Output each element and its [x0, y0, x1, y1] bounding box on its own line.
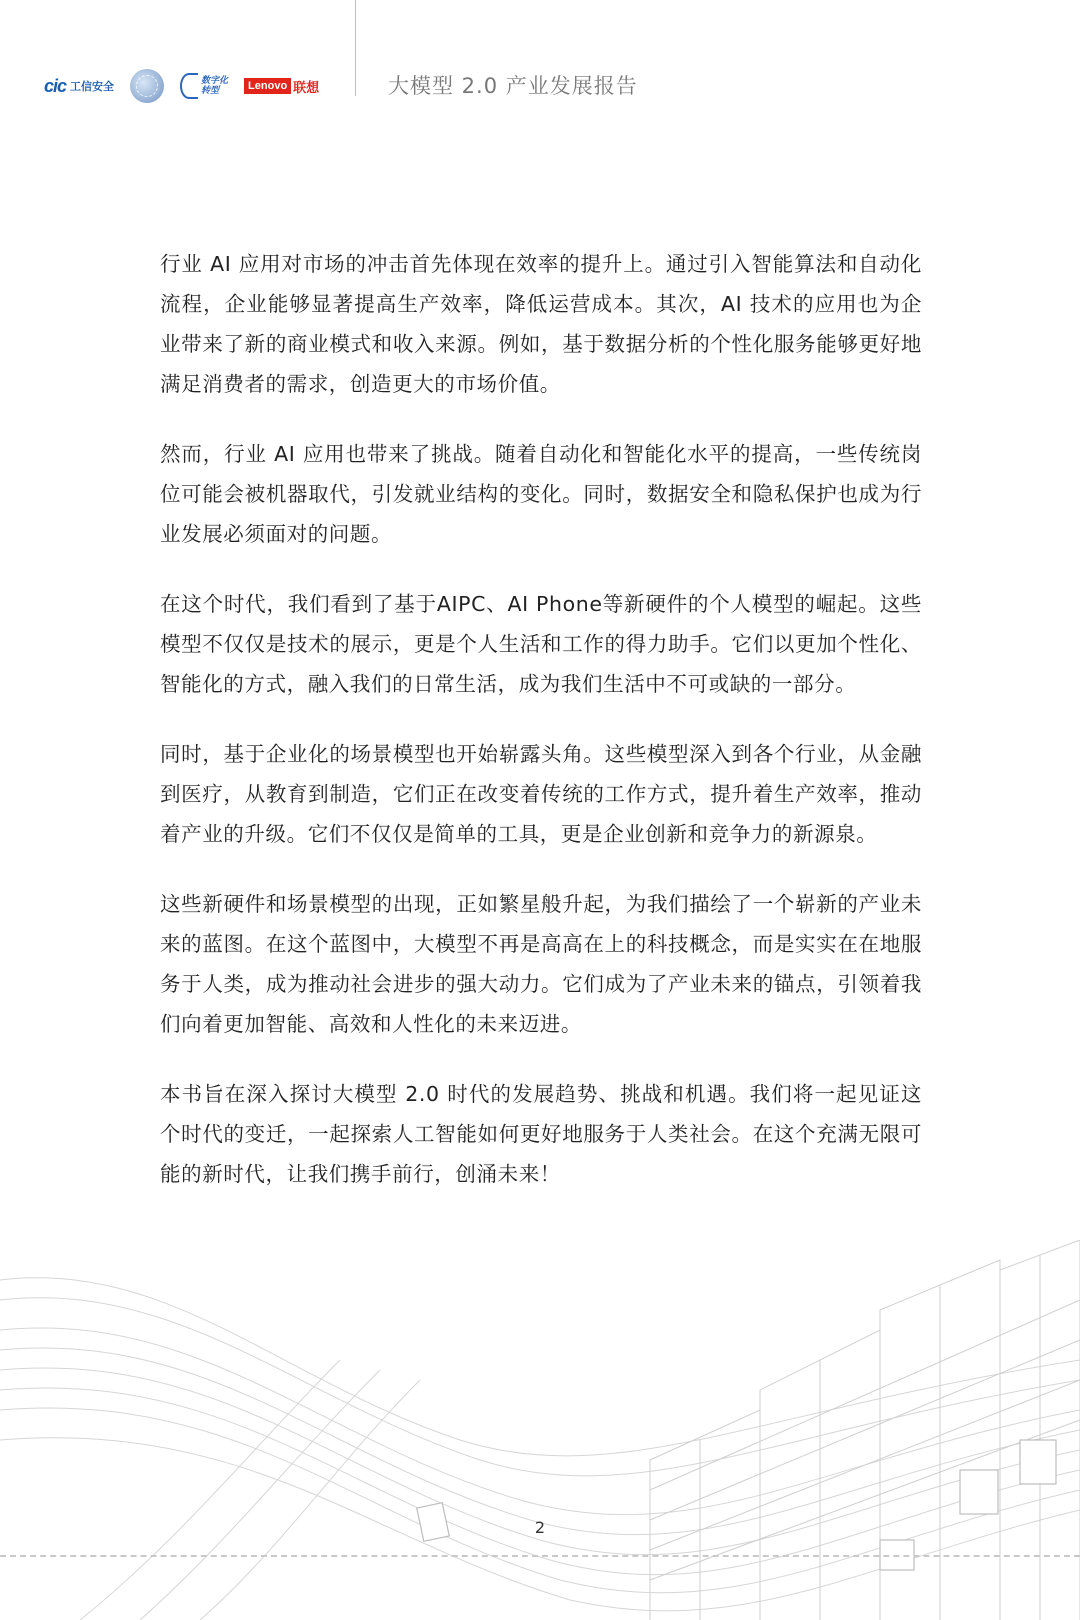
digital-transformation-logo [180, 73, 228, 99]
paragraph: 在这个时代，我们看到了基于AIPC、AI Phone等新硬件的个人模型的崛起。这些模型不仅仅是技术的展示，更是个人生活和工作的得力助手。它们以更加个性化、智能化的方式，融入我们的日常生活，成为我们生活中不可或缺的一部分。 [160, 592, 922, 696]
architecture-line-art [0, 1240, 1080, 1620]
paragraph: 本书旨在深入探讨大模型 2.0 时代的发展趋势、挑战和机遇。我们将一起见证这个时代的变迁，一起探索人工智能如何更好地服务于人类社会。在这个充满无限可能的新时代，让我们携手前行，创涌未来！ [160, 1082, 922, 1186]
paragraph: 行业 AI 应用对市场的冲击首先体现在效率的提升上。通过引入智能算法和自动化流程，企业能够显著提高生产效率，降低运营成本。其次，AI 技术的应用也为企业带来了新的商业模式和收入来源。例如，基于数据分析的个性化服务能够更好地满足消费者的需求，创造更大的市场价值。 [160, 252, 922, 396]
report-title: 大模型 2.0 产业发展报告 [388, 74, 638, 98]
footer-dashed-line [0, 1555, 1080, 1557]
digital-logo-line1: 数字化 [201, 76, 229, 86]
lenovo-en: Lenovo [244, 78, 291, 94]
paragraph: 然而，行业 AI 应用也带来了挑战。随着自动化和智能化水平的提高，一些传统岗位可能会被机器取代，引发就业结构的变化。同时，数据安全和隐私保护也成为行业发展必须面对的问题。 [160, 442, 922, 546]
cic-mark: cic [44, 75, 67, 96]
page-number: 2 [534, 1518, 546, 1537]
paragraph: 同时，基于企业化的场景模型也开始崭露头角。这些模型深入到各个行业，从金融到医疗，从教育到制造，它们正在改变着传统的工作方式，提升着生产效率，推动着产业的升级。它们不仅仅是简单的工具，更是企业创新和竞争力的新源泉。 [160, 742, 922, 846]
globe-logo-icon [130, 69, 164, 103]
header-divider [355, 0, 356, 96]
cic-logo [44, 76, 114, 97]
lenovo-cn: 联想 [293, 80, 320, 96]
paragraph: 这些新硬件和场景模型的出现，正如繁星般升起，为我们描绘了一个崭新的产业未来的蓝图。在这个蓝图中，大模型不再是高高在上的科技概念，而是实实在在地服务于人类，成为推动社会进步的强大动力。它们成为了产业未来的锚点，引领着我们向着更加智能、高效和人性化的未来迈进。 [160, 892, 922, 1036]
lenovo-logo [244, 77, 319, 96]
swirl-icon [180, 73, 198, 99]
page-header [0, 0, 1080, 110]
digital-logo-line2: 转型 [201, 86, 220, 96]
partner-logos [44, 66, 319, 106]
cic-text: 工信安全 [70, 80, 115, 93]
body-text [160, 244, 922, 1224]
